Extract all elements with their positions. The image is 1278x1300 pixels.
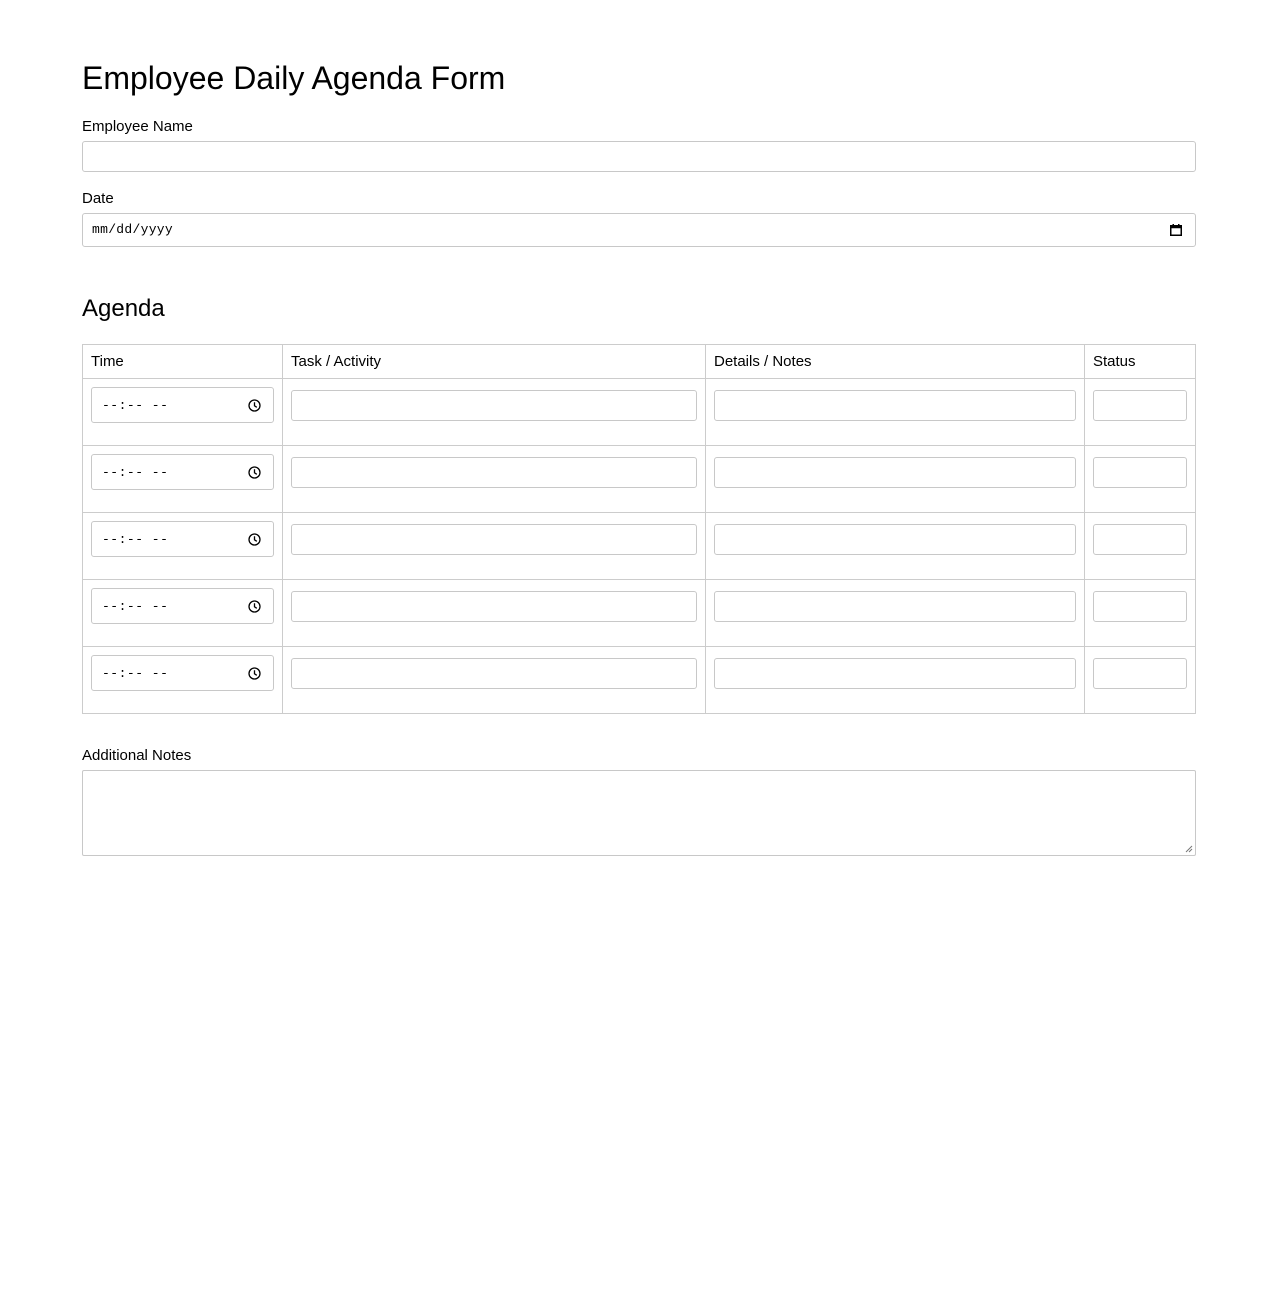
status-cell <box>1085 379 1196 446</box>
employee-name-label: Employee Name <box>82 118 193 135</box>
task-input[interactable] <box>291 390 697 421</box>
time-placeholder: --:-- -- <box>102 599 169 614</box>
clock-icon[interactable] <box>248 533 261 546</box>
task-cell <box>283 446 706 513</box>
time-input[interactable] <box>91 454 274 490</box>
status-input[interactable] <box>1093 390 1187 421</box>
time-placeholder: --:-- -- <box>102 398 169 413</box>
time-input[interactable] <box>91 588 274 624</box>
details-cell <box>706 379 1085 446</box>
task-input[interactable] <box>291 524 697 555</box>
details-cell <box>706 580 1085 647</box>
task-cell <box>283 580 706 647</box>
additional-notes-label: Additional Notes <box>82 747 192 764</box>
task-input[interactable] <box>291 457 697 488</box>
task-input[interactable] <box>291 658 697 689</box>
table-header-row <box>83 345 1196 379</box>
time-placeholder: --:-- -- <box>102 666 169 681</box>
details-cell <box>706 446 1085 513</box>
column-header-time: Time <box>83 345 283 379</box>
agenda-heading: Agenda <box>82 295 165 322</box>
additional-notes-textarea[interactable] <box>82 770 1196 856</box>
page-title: Employee Daily Agenda Form <box>82 60 506 96</box>
table-row <box>83 647 1196 714</box>
calendar-icon[interactable] <box>1170 224 1182 236</box>
task-cell <box>283 379 706 446</box>
time-cell <box>83 513 283 580</box>
clock-icon[interactable] <box>248 399 261 412</box>
details-input[interactable] <box>714 591 1076 622</box>
time-cell <box>83 379 283 446</box>
employee-name-input[interactable] <box>82 141 1196 172</box>
status-input[interactable] <box>1093 524 1187 555</box>
details-input[interactable] <box>714 524 1076 555</box>
time-input[interactable] <box>91 655 274 691</box>
time-placeholder: --:-- -- <box>102 465 169 480</box>
clock-icon[interactable] <box>248 600 261 613</box>
status-input[interactable] <box>1093 658 1187 689</box>
time-input[interactable] <box>91 387 274 423</box>
date-placeholder: mm/dd/yyyy <box>92 222 174 237</box>
clock-icon[interactable] <box>248 466 261 479</box>
details-input[interactable] <box>714 658 1076 689</box>
date-label: Date <box>82 190 114 207</box>
status-input[interactable] <box>1093 457 1187 488</box>
task-cell <box>283 647 706 714</box>
table-row <box>83 446 1196 513</box>
details-input[interactable] <box>714 457 1076 488</box>
agenda-form <box>82 0 1196 856</box>
time-cell <box>83 580 283 647</box>
table-row <box>83 379 1196 446</box>
details-cell <box>706 513 1085 580</box>
details-cell <box>706 647 1085 714</box>
status-cell <box>1085 513 1196 580</box>
time-cell <box>83 446 283 513</box>
time-input[interactable] <box>91 521 274 557</box>
time-placeholder: --:-- -- <box>102 532 169 547</box>
column-header-details: Details / Notes <box>706 345 1085 379</box>
status-cell <box>1085 647 1196 714</box>
status-input[interactable] <box>1093 591 1187 622</box>
date-input[interactable] <box>82 213 1196 247</box>
time-cell <box>83 647 283 714</box>
clock-icon[interactable] <box>248 667 261 680</box>
status-cell <box>1085 446 1196 513</box>
status-cell <box>1085 580 1196 647</box>
column-header-task: Task / Activity <box>283 345 706 379</box>
task-input[interactable] <box>291 591 697 622</box>
details-input[interactable] <box>714 390 1076 421</box>
agenda-table <box>82 344 1196 714</box>
task-cell <box>283 513 706 580</box>
table-row <box>83 580 1196 647</box>
resize-handle-icon[interactable] <box>1185 845 1193 853</box>
table-row <box>83 513 1196 580</box>
column-header-status: Status <box>1085 345 1196 379</box>
